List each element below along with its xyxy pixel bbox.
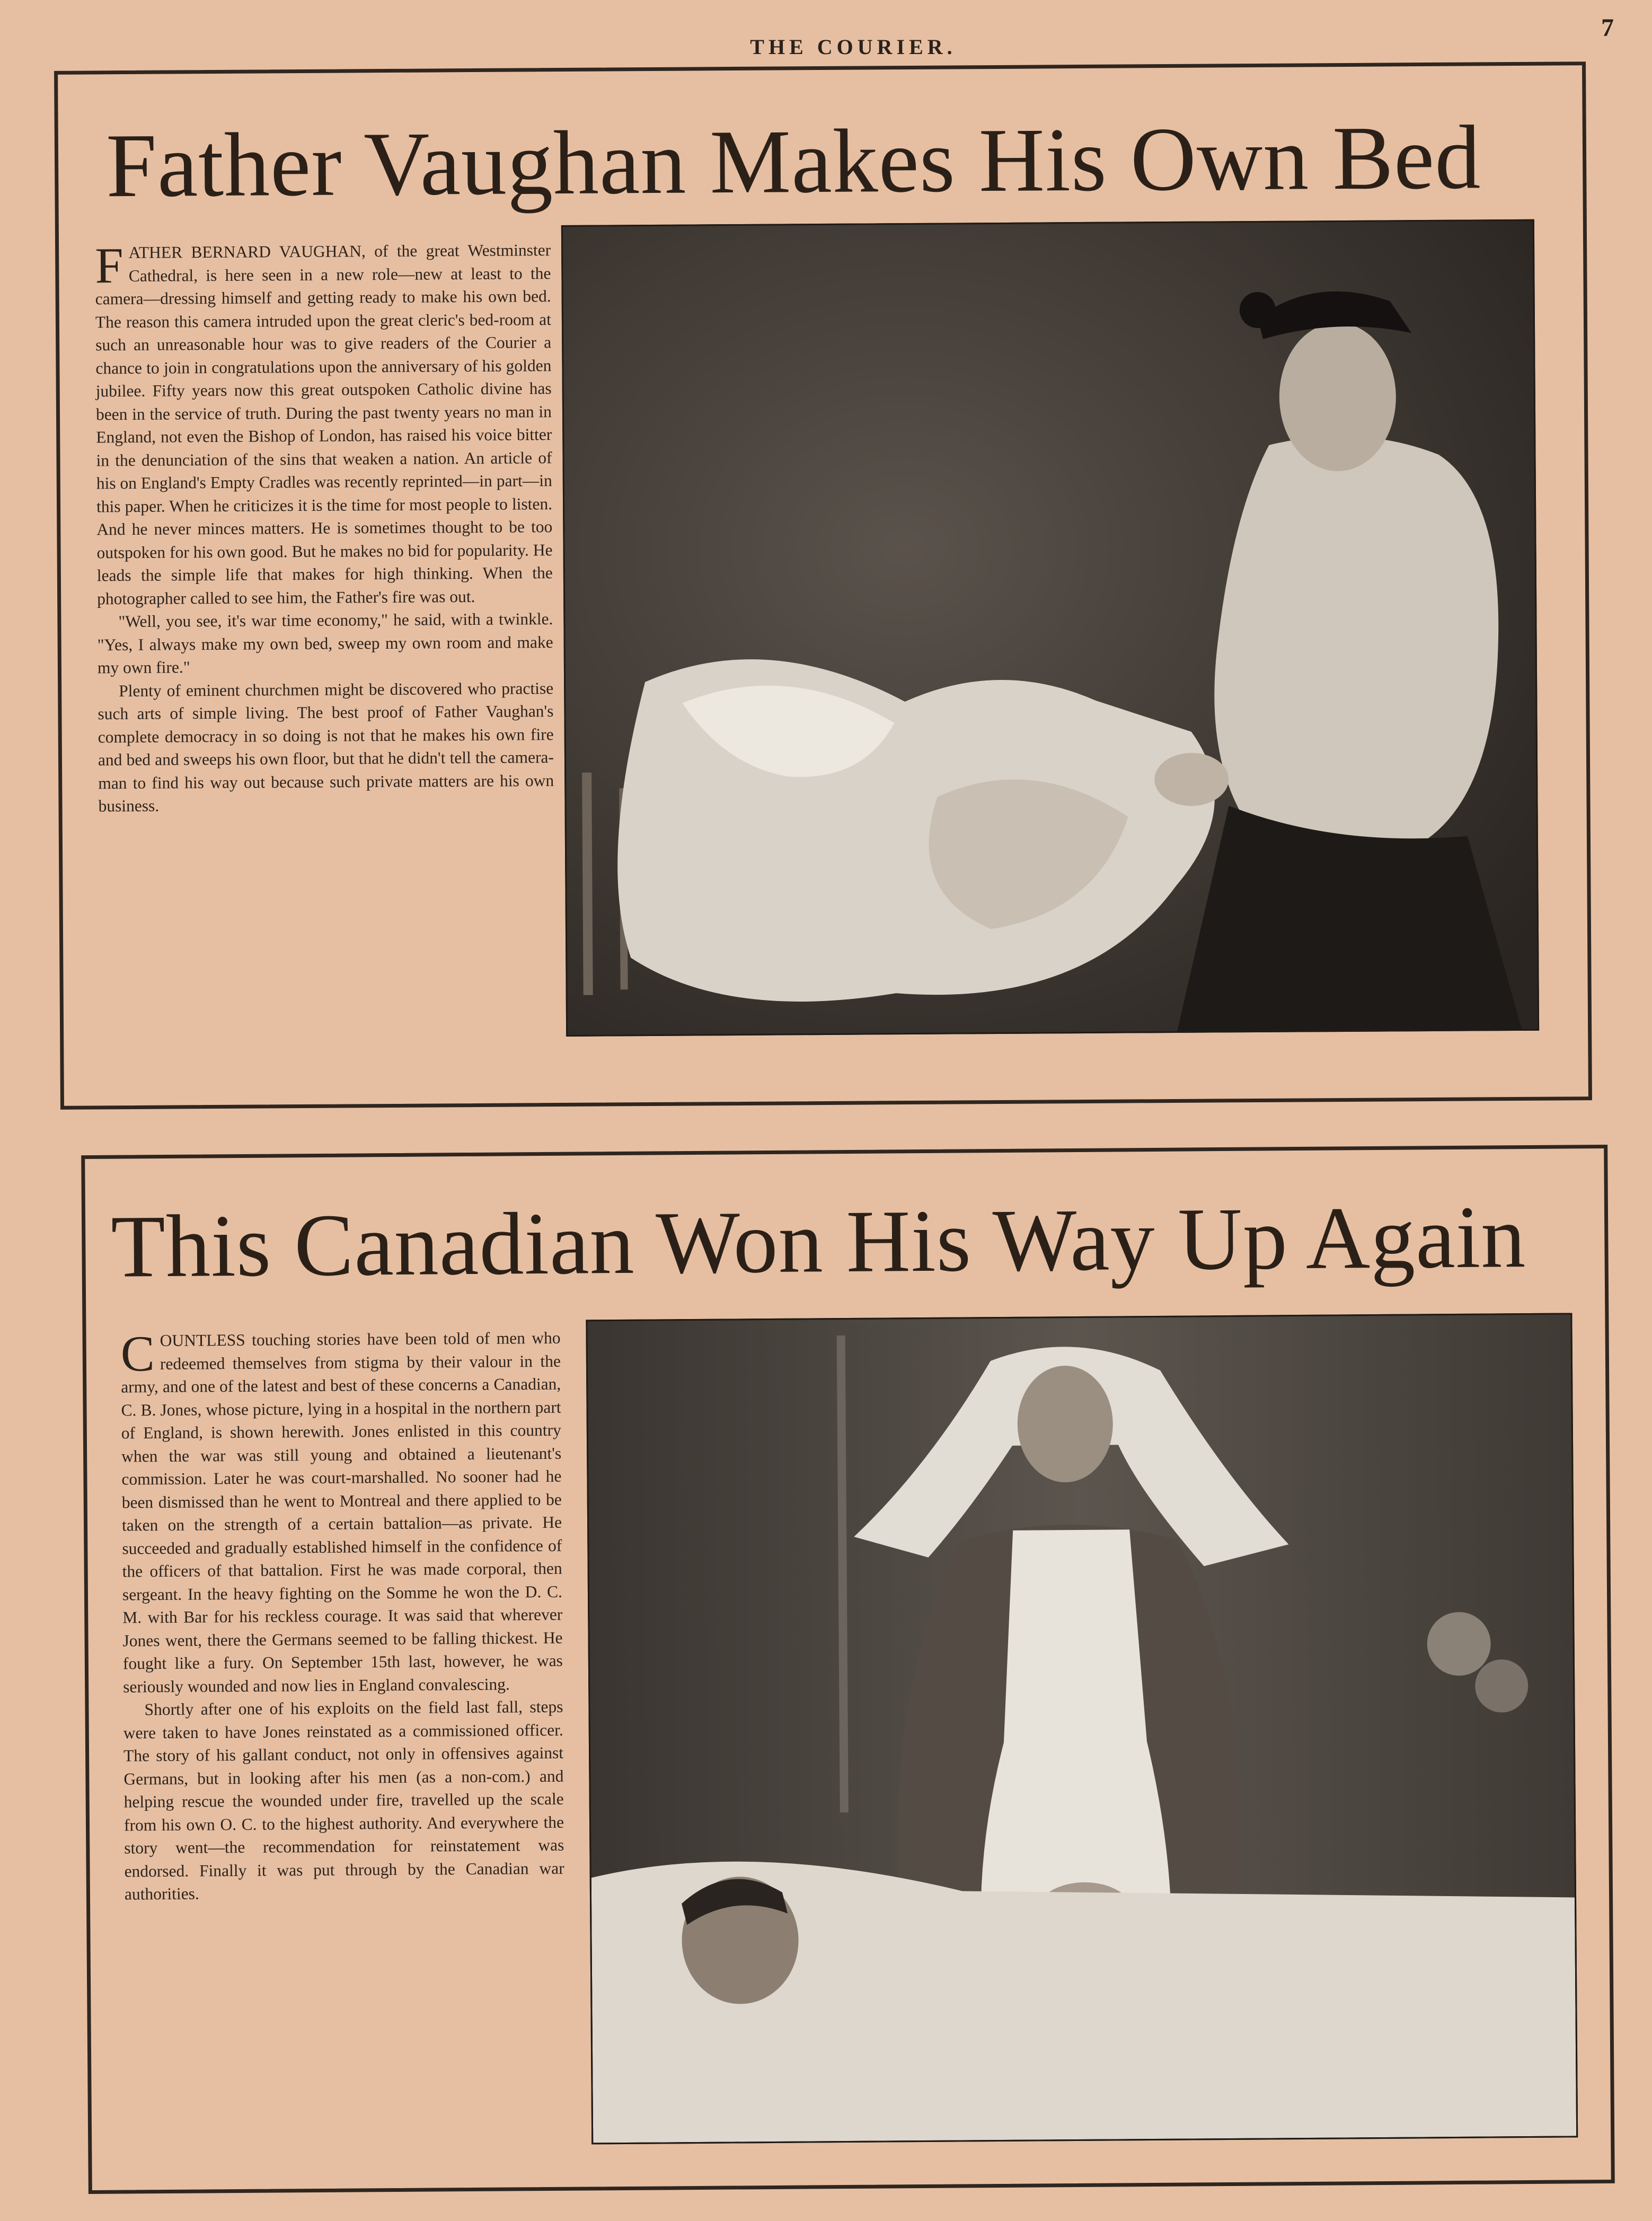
photo-priest-making-bed	[561, 219, 1539, 1037]
article-father-vaughan	[54, 61, 1592, 1110]
article-body	[120, 1326, 564, 1906]
article-headline: This Canadian Won His Way Up Again	[110, 1188, 1526, 1296]
article-paragraph	[120, 1326, 563, 1698]
article-headline: Father Vaughan Makes His Own Bed	[105, 107, 1481, 217]
photo-nurse-and-wounded-soldier	[586, 1313, 1578, 2144]
article-paragraph	[95, 238, 553, 610]
paragraph-text: OUNTLESS touching stories have been told of men who redeemed themselves from stigma by their valour in the army, and one of the latest and best of these concerns a Canadian, C. B. Jones, whose picture, lying in a hospital in the northern part of England, is shown herewith. Jones enlisted in this country when the war was still young and obtained a lieutenant's commission. Later he was court-marshalled. No sooner had he been dismissed than he went to Montreal and there applied to be taken on the strength of a certain battalion—as private. He succeeded and gradually established himself in the confidence of the officers of that battalion. First he was made corporal, then sergeant. In the heavy fighting on the Somme he won the D. C. M. with Bar for his reckless courage. It was said that wherever Jones went, there the Germans seemed to be falling thickest. He fought like a fury. On September 15th last, however, he was seriously wounded and now lies in England convalescing.	[121, 1328, 563, 1696]
paragraph-text: ATHER BERNARD VAUGHAN, of the great Westminster Cathedral, is here seen in a new role—new at least to the camera—dressing himself and getting ready to make his own bed. The reason this camera intruded upon the great cleric's bed-room at such an unreasonable hour was to give readers of the Courier a chance to join in congratulations upon the anniversary of his golden jubilee. Fifty years now this great outspoken Catholic divine has been in the service of truth. During the past twenty years no man in England, not even the Bishop of London, has raised his voice bitter in the denunciation of the sins that weaken a nation. An article of his on England's Empty Cradles was recently reprinted—in part—in this paper. When he criticizes it is the time for most people to listen. And he never minces matters. He is sometimes thought to be too outspoken for his own good. But he makes no bid for popularity. He leads the simple life that makes for high thinking. When the photographer called to see him, the Father's fire was out.	[95, 241, 553, 608]
photo-image	[563, 221, 1538, 1035]
drop-cap: F	[94, 237, 124, 294]
drop-cap: C	[120, 1325, 155, 1382]
article-body	[95, 238, 554, 818]
photo-image	[587, 1314, 1576, 2143]
article-paragraph: Shortly after one of his exploits on the field last fall, steps were taken to have Jones reinstated as a commissioned officer. The story of his gallant conduct, not only in offensives against Germans, but in looking after his men (as a non-com.) and helping rescue the wounded under fire, travelled up the scale from his own O. C. to the highest authority. And everywhere the story went—the recommendation for reinstatement was endorsed. Finally it was put through by the Canadian war authorities.	[123, 1697, 564, 1904]
page-number: 7	[1601, 14, 1614, 42]
running-title: THE COURIER.	[750, 35, 957, 59]
page-header	[0, 14, 1652, 61]
article-paragraph: Plenty of eminent churchmen might be discovered who practise such arts of simple living. The best proof of Father Vaughan's complete democracy in so doing is not that he makes his own fire and bed and sweeps his own floor, but that he didn't tell the camera-man to find his way out because such private matters are his own business.	[98, 678, 554, 816]
article-canadian-won-way-up	[81, 1145, 1615, 2194]
article-paragraph: "Well, you see, it's war time economy," he said, with a twinkle. "Yes, I always make my own bed, sweep my own room and make my own fire."	[97, 609, 553, 677]
